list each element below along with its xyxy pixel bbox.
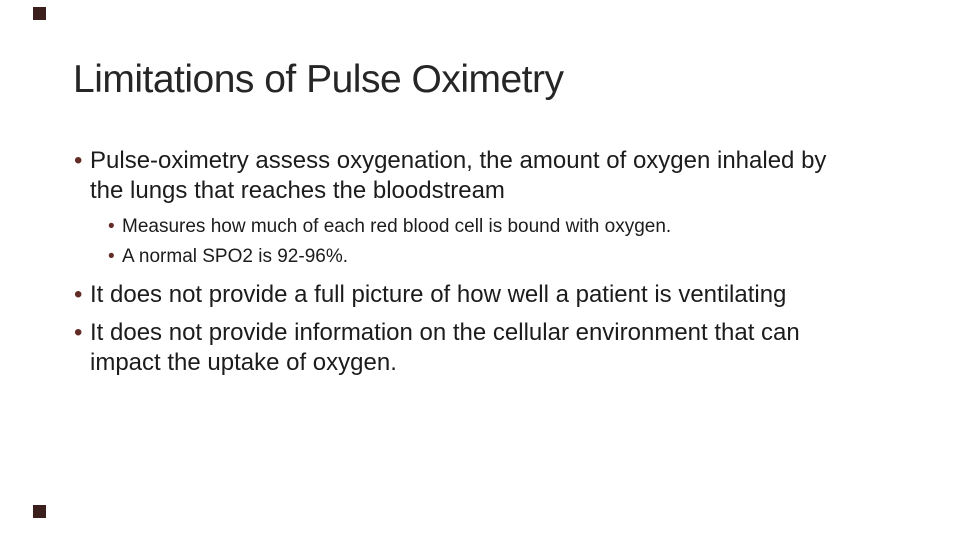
bullet-text-line: It does not provide information on the cellular environment that can	[90, 319, 800, 346]
sub-bullet-list	[108, 212, 934, 272]
bullet-item-3	[74, 318, 934, 378]
bullet-item-2	[74, 280, 934, 310]
bullet-icon: •	[108, 216, 115, 237]
bullet-text-line: impact the uptake of oxygen.	[90, 349, 397, 376]
sub-bullet-text: Measures how much of each red blood cell is bound with oxygen.	[122, 216, 672, 237]
bullet-text-line: It does not provide a full picture of how well a patient is ventilating	[90, 281, 787, 308]
bullet-icon: •	[108, 246, 115, 267]
bullet-text	[90, 280, 786, 310]
bullet-icon: •	[74, 147, 83, 174]
slide-title: Limitations of Pulse Oximetry	[73, 58, 564, 101]
bullet-icon: •	[74, 319, 83, 346]
corner-accent-square-bottom	[33, 505, 46, 518]
bullet-item-1	[74, 146, 934, 206]
bullet-text-line: Pulse-oximetry assess oxygenation, the amount of oxygen inhaled by	[90, 147, 827, 174]
corner-accent-square-top	[33, 7, 46, 20]
bullet-text-line: the lungs that reaches the bloodstream	[90, 177, 505, 204]
bullet-text	[90, 318, 800, 378]
sub-bullet-item-2	[108, 242, 934, 272]
sub-bullet-text: A normal SPO2 is 92-96%.	[122, 246, 348, 267]
slide-body	[74, 146, 934, 386]
bullet-text	[90, 146, 826, 206]
sub-bullet-item-1	[108, 212, 934, 242]
bullet-icon: •	[74, 281, 83, 308]
